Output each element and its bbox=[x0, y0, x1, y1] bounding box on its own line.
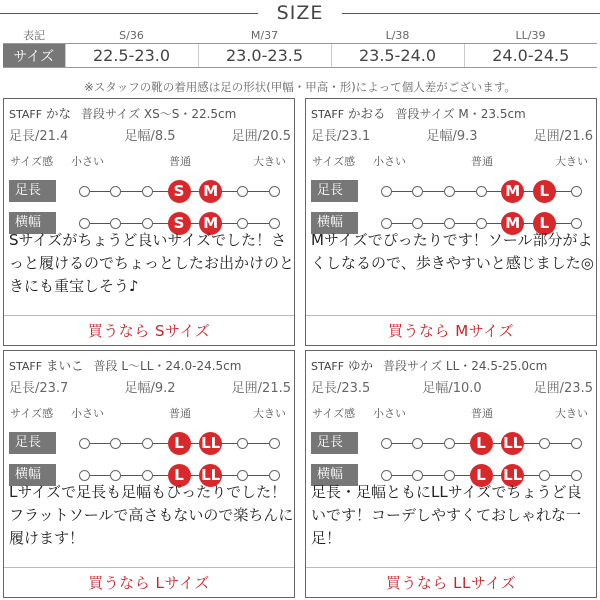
foot-measurements bbox=[311, 377, 593, 396]
recommended-size: 買うなら Sサイズ bbox=[4, 315, 294, 345]
scale-tick bbox=[269, 470, 280, 481]
size-mark-ll: LL bbox=[501, 432, 524, 455]
size-table-cell: 23.0-23.5 bbox=[198, 44, 331, 68]
scale-tick bbox=[571, 470, 582, 481]
scale-tick bbox=[412, 438, 423, 449]
scale-label: サイズ感 bbox=[312, 407, 356, 420]
scale-tick bbox=[142, 470, 153, 481]
foot-stat: 足囲/21.5 bbox=[231, 381, 291, 396]
scale-label: サイズ感 bbox=[312, 155, 356, 168]
row-label-width: 横幅 bbox=[9, 464, 56, 486]
scale-label: サイズ感 bbox=[10, 155, 54, 168]
size-mark-l: L bbox=[168, 432, 191, 455]
size-table-header: S/36 bbox=[119, 28, 144, 42]
title-rule-right bbox=[342, 13, 600, 14]
staff-name: かな bbox=[46, 106, 72, 121]
recommended-size: 買うなら Mサイズ bbox=[306, 315, 596, 345]
scale-tick bbox=[571, 186, 582, 197]
size-mark-l: L bbox=[470, 464, 493, 487]
row-label-width: 横幅 bbox=[311, 212, 358, 234]
size-mark-l: L bbox=[470, 432, 493, 455]
staff-name: かおる bbox=[348, 106, 386, 121]
scale-tick bbox=[142, 218, 153, 229]
staff-header bbox=[9, 104, 236, 122]
scale-small: 小さい bbox=[373, 155, 406, 168]
scale-tick bbox=[237, 218, 248, 229]
size-table-header: M/37 bbox=[250, 28, 279, 42]
size-table-header: LL/39 bbox=[515, 28, 546, 42]
staff-card bbox=[305, 350, 597, 598]
scale-tick bbox=[571, 438, 582, 449]
size-table-header: L/38 bbox=[385, 28, 410, 42]
staff-prefix: STAFF bbox=[9, 108, 43, 121]
scale-mid: 普通 bbox=[169, 155, 191, 168]
scale-tick bbox=[444, 470, 455, 481]
scale-tick bbox=[381, 438, 392, 449]
scale-big: 大きい bbox=[253, 155, 286, 168]
scale-tick bbox=[269, 218, 280, 229]
scale-tick bbox=[110, 186, 121, 197]
size-table-header: 表記 bbox=[23, 29, 45, 42]
scale-mid: 普通 bbox=[471, 407, 493, 420]
usual-size: 普段サイズ XS〜S・22.5cm bbox=[81, 107, 237, 121]
foot-measurements bbox=[9, 125, 291, 144]
scale-mid: 普通 bbox=[471, 155, 493, 168]
staff-prefix: STAFF bbox=[311, 108, 345, 121]
scale-tick bbox=[381, 470, 392, 481]
scale-tick bbox=[142, 186, 153, 197]
size-table-cell: 24.0-24.5 bbox=[464, 44, 597, 68]
scale-label: サイズ感 bbox=[10, 407, 54, 420]
row-label-length: 足長 bbox=[9, 432, 56, 454]
scale-tick bbox=[476, 186, 487, 197]
size-table bbox=[3, 27, 597, 68]
usual-size: 普段サイズ LL・24.5-25.0cm bbox=[383, 359, 548, 373]
size-mark-m: M bbox=[501, 180, 524, 203]
size-mark-l: L bbox=[533, 180, 556, 203]
staff-prefix: STAFF bbox=[9, 360, 43, 373]
row-label-length: 足長 bbox=[311, 180, 358, 202]
row-label-length: 足長 bbox=[9, 180, 56, 202]
recommended-size: 買うなら LLサイズ bbox=[306, 567, 596, 597]
foot-stat: 足囲/23.5 bbox=[533, 381, 593, 396]
staff-comment: Sサイズがちょうど良いサイズでした！さっと履けるのでちょっとしたお出かけのときにも重宝しそう♪ bbox=[9, 231, 295, 295]
scale-tick bbox=[142, 438, 153, 449]
foot-stat: 足囲/20.5 bbox=[231, 129, 291, 144]
scale-tick bbox=[444, 218, 455, 229]
foot-stat: 足幅/10.0 bbox=[422, 381, 482, 396]
size-mark-ll: LL bbox=[199, 464, 222, 487]
scale-mid: 普通 bbox=[169, 407, 191, 420]
scale-tick bbox=[571, 218, 582, 229]
staff-card bbox=[3, 98, 295, 346]
foot-measurements bbox=[311, 125, 593, 144]
size-table-row-label: サイズ bbox=[3, 44, 65, 68]
staff-comment: 足長・足幅ともにLLサイズでちょうど良いです！コーデしやすくておしゃれな一足！ bbox=[311, 483, 582, 547]
size-table-header-row bbox=[3, 27, 597, 44]
scale-tick bbox=[412, 186, 423, 197]
scale-big: 大きい bbox=[555, 407, 588, 420]
scale-tick bbox=[539, 470, 550, 481]
scale-tick bbox=[237, 470, 248, 481]
scale-tick bbox=[412, 470, 423, 481]
size-mark-m: M bbox=[199, 212, 222, 235]
foot-stat: 足幅/8.5 bbox=[124, 129, 176, 144]
scale-tick bbox=[269, 186, 280, 197]
foot-stat: 足長/23.5 bbox=[311, 381, 371, 396]
page-title: SIZE bbox=[276, 2, 324, 24]
staff-comment: Mサイズでぴったりです！ソール部分がよくしなるので、歩きやすいと感じました◎ bbox=[311, 231, 594, 272]
scale-tick bbox=[237, 438, 248, 449]
staff-name: ゆか bbox=[348, 358, 374, 373]
scale-tick bbox=[79, 218, 90, 229]
foot-measurements bbox=[9, 377, 291, 396]
staff-comment: Lサイズで足長も足幅もぴったりでした！フラットソールで高さもないので楽ちんに履けます！ bbox=[9, 483, 294, 547]
row-label-width: 横幅 bbox=[311, 464, 358, 486]
scale-tick bbox=[110, 218, 121, 229]
scale-tick bbox=[412, 218, 423, 229]
foot-stat: 足囲/21.6 bbox=[533, 129, 593, 144]
size-table-value-row bbox=[3, 44, 597, 68]
scale-tick bbox=[381, 186, 392, 197]
size-mark-l: L bbox=[168, 464, 191, 487]
scale-small: 小さい bbox=[71, 155, 104, 168]
scale-tick bbox=[444, 186, 455, 197]
usual-size: 普段サイズ M・23.5cm bbox=[395, 107, 526, 121]
staff-header bbox=[311, 104, 526, 122]
size-table-cell: 22.5-23.0 bbox=[65, 44, 198, 68]
foot-stat: 足長/23.7 bbox=[9, 381, 69, 396]
staff-prefix: STAFF bbox=[311, 360, 345, 373]
staff-card bbox=[305, 98, 597, 346]
scale-tick bbox=[79, 186, 90, 197]
scale-tick bbox=[79, 438, 90, 449]
staff-header bbox=[311, 356, 547, 374]
recommended-size: 買うなら Lサイズ bbox=[4, 567, 294, 597]
scale-tick bbox=[476, 218, 487, 229]
size-mark-ll: LL bbox=[199, 432, 222, 455]
size-mark-l: L bbox=[533, 212, 556, 235]
size-mark-ll: LL bbox=[501, 464, 524, 487]
scale-tick bbox=[237, 186, 248, 197]
scale-tick bbox=[110, 470, 121, 481]
scale-tick bbox=[539, 438, 550, 449]
foot-stat: 足幅/9.3 bbox=[426, 129, 478, 144]
foot-stat: 足長/21.4 bbox=[9, 129, 69, 144]
fit-note: ※スタッフの靴の着用感は足の形状(甲幅・甲高・形)によって個人差がございます。 bbox=[84, 80, 516, 94]
scale-small: 小さい bbox=[71, 407, 104, 420]
size-mark-s: S bbox=[168, 212, 191, 235]
usual-size: 普段 L〜LL・24.0-24.5cm bbox=[93, 359, 242, 373]
foot-stat: 足幅/9.2 bbox=[124, 381, 176, 396]
scale-big: 大きい bbox=[555, 155, 588, 168]
size-mark-m: M bbox=[199, 180, 222, 203]
scale-big: 大きい bbox=[253, 407, 286, 420]
staff-name: まいこ bbox=[46, 358, 84, 373]
scale-tick bbox=[79, 470, 90, 481]
staff-card bbox=[3, 350, 295, 598]
scale-tick bbox=[110, 438, 121, 449]
row-label-width: 横幅 bbox=[9, 212, 56, 234]
scale-tick bbox=[381, 218, 392, 229]
scale-tick bbox=[269, 438, 280, 449]
row-label-length: 足長 bbox=[311, 432, 358, 454]
foot-stat: 足長/23.1 bbox=[311, 129, 371, 144]
staff-header bbox=[9, 356, 241, 374]
scale-small: 小さい bbox=[373, 407, 406, 420]
scale-tick bbox=[444, 438, 455, 449]
size-table-cell: 23.5-24.0 bbox=[331, 44, 464, 68]
size-mark-s: S bbox=[168, 180, 191, 203]
size-mark-m: M bbox=[501, 212, 524, 235]
